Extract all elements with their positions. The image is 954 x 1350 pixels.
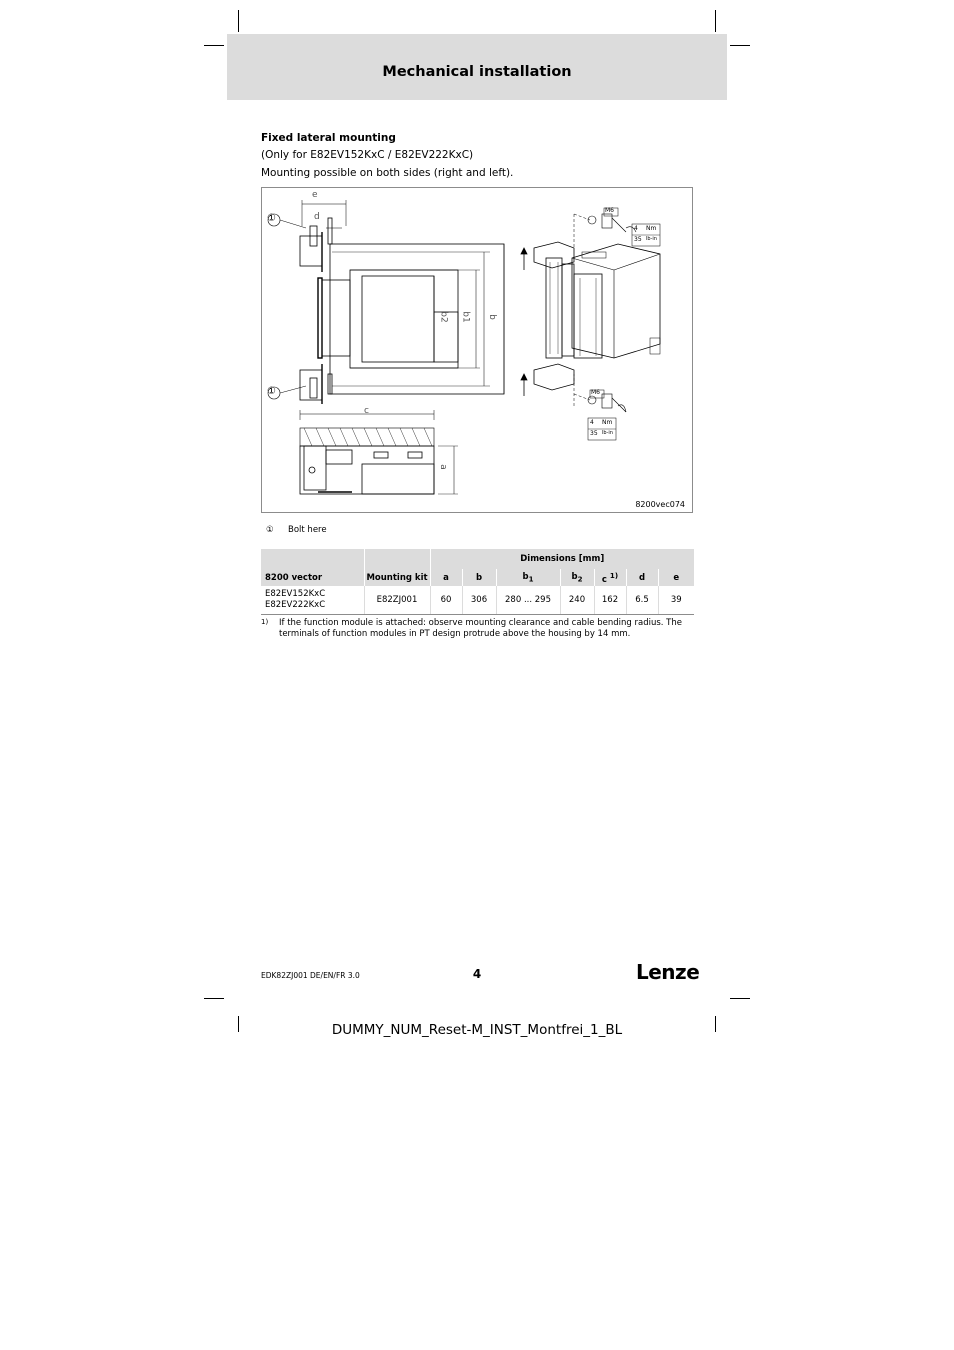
torque-nm-value: 4: [590, 419, 594, 426]
torque-lbin-unit: lb-in: [602, 430, 613, 436]
series-name: E82EV152KxC: [265, 588, 326, 599]
col-header-b: b: [462, 569, 496, 586]
dim-label-c: c: [364, 406, 369, 416]
dimensions-table: [261, 549, 694, 615]
callout-marker: ①: [267, 213, 276, 224]
dim-label-b1: b1: [460, 311, 471, 323]
legend-symbol: ①: [266, 525, 274, 535]
col-header-a: a: [430, 569, 462, 586]
col-header-b1-sub: 1: [528, 574, 534, 584]
col-header-d: d: [626, 569, 658, 586]
torque-lbin-unit: lb-in: [646, 236, 657, 242]
crop-mark: [238, 10, 239, 32]
value-a: 60: [430, 586, 462, 614]
footnote-mark: 1): [261, 618, 269, 626]
legend-text: Bolt here: [288, 525, 327, 535]
section-heading: Fixed lateral mounting: [261, 132, 396, 144]
col-header-b2: [560, 569, 594, 586]
mounting-note: Mounting possible on both sides (right and left).: [261, 167, 514, 179]
col-header-c-base: c: [601, 574, 607, 585]
applicability-note: (Only for E82EV152KxC / E82EV222KxC): [261, 149, 474, 161]
brand-logo: Lenze: [636, 960, 700, 984]
value-b: 306: [462, 586, 496, 614]
table-row: [261, 586, 694, 614]
page-number: 4: [472, 967, 482, 981]
series-cell: [261, 586, 364, 614]
col-header-b1: [496, 569, 560, 586]
torque-lbin-value: 35: [634, 236, 642, 243]
kit-cell: E82ZJ001: [364, 586, 430, 614]
torque-nm-unit: Nm: [602, 419, 613, 426]
dimension-drawing-svg: [262, 188, 694, 514]
torque-nm-unit: Nm: [646, 225, 657, 232]
col-header-b1-base: b: [522, 571, 529, 582]
document-id: EDK82ZJ001 DE/EN/FR 3.0: [261, 971, 360, 980]
series-name: E82EV222KxC: [265, 599, 326, 610]
crop-mark: [715, 10, 716, 32]
torque-lbin-value: 35: [590, 430, 598, 437]
dim-label-d: d: [314, 212, 320, 222]
value-d: 6.5: [626, 586, 658, 614]
figure-id: 8200vec074: [635, 500, 685, 509]
screw-label: M6: [591, 389, 600, 396]
value-b1: 280 ... 295: [496, 586, 560, 614]
crop-mark: [730, 45, 750, 46]
col-header-b2-sub: 2: [577, 574, 583, 584]
header-spacer: [261, 549, 364, 569]
dimensions-group-header: Dimensions [mm]: [430, 549, 694, 569]
crop-mark: [204, 998, 224, 999]
header-spacer: [364, 549, 430, 569]
col-header-b2-base: b: [571, 571, 578, 582]
dimension-drawing: [261, 187, 693, 513]
col-header-kit: Mounting kit: [364, 569, 430, 586]
crop-mark: [204, 45, 224, 46]
value-b2: 240: [560, 586, 594, 614]
job-label: DUMMY_NUM_Reset-M_INST_Montfrei_1_BL: [331, 1022, 623, 1038]
dim-label-b2: b2: [438, 311, 449, 323]
dim-label-b: b: [486, 314, 497, 320]
col-header-e: e: [658, 569, 694, 586]
crop-mark: [730, 998, 750, 999]
dim-label-e: e: [312, 190, 318, 200]
torque-nm-value: 4: [634, 225, 638, 232]
page-title: Mechanical installation: [382, 64, 572, 80]
value-c: 162: [594, 586, 626, 614]
dim-label-a: a: [437, 464, 448, 470]
value-e: 39: [658, 586, 694, 614]
callout-marker: ①: [267, 386, 276, 397]
col-header-series: 8200 vector: [261, 569, 364, 586]
col-header-c-footnote: 1): [609, 570, 619, 580]
col-header-c: [594, 569, 626, 586]
screw-label: M6: [605, 207, 614, 214]
footnote-text: If the function module is attached: observe mounting clearance and cable bending radius. The terminals of function modules in PT design protrude above the housing by 14 mm.: [279, 618, 682, 639]
